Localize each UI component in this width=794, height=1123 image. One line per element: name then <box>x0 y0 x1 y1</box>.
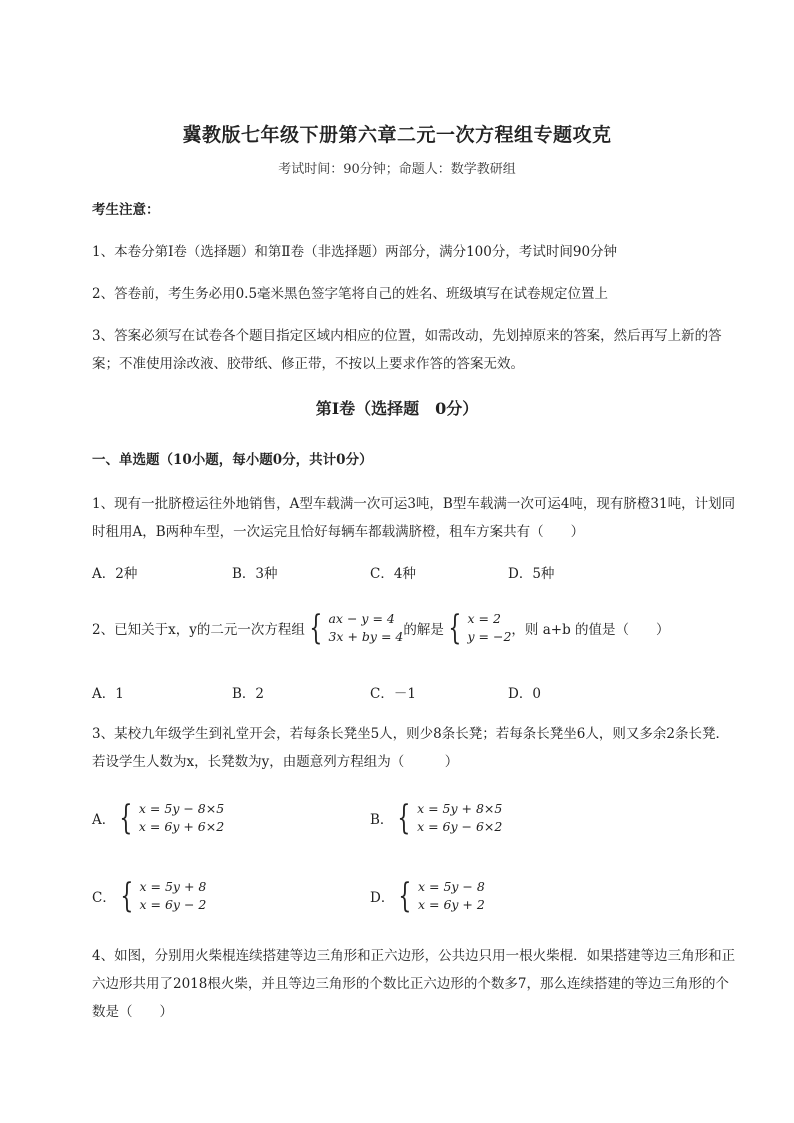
q2-option-a: A．1 <box>92 686 124 702</box>
q2-sys2-line-2: y = −2 <box>467 629 512 644</box>
q3-option-a-label: A． <box>92 812 116 828</box>
note-item-1: 1、本卷分第I卷（选择题）和第Ⅱ卷（非选择题）两部分，满分100分，考试时间90分钟 <box>92 244 618 260</box>
question-3: 3、某校九年级学生到礼堂开会，若每条长凳坐5人，则少8条长凳；若每条长凳坐6人，则又多余2条长凳．若设学生人数为x，长凳数为y，由题意列方程组为（ ） <box>92 726 729 770</box>
q3-a-line-1: x = 5y − 8×5 <box>138 801 225 816</box>
question-1: 1、现有一批脐橙运往外地销售，A型车载满一次可运3吨，B型车载满一次可运4吨，现有脐橙31吨，计划同时租用A，B两种车型，一次运完且恰好每辆车都载满脐橙，租车方案共有（ ） <box>92 496 736 540</box>
part-heading: 一、单选题（10小题，每小题0分，共计0分） <box>92 452 373 468</box>
q3-option-b-label: B． <box>370 812 394 828</box>
q2-system-2: { x = 2 y = −2 <box>448 608 512 648</box>
q2-sys1-line-1: ax − y = 4 <box>328 611 395 626</box>
q2-prefix: 2、已知关于x，y的二元一次方程组 <box>92 622 305 638</box>
q3-option-a: A． { x = 5y − 8×5 x = 6y + 6×2 <box>92 798 225 838</box>
question-4: 4、如图，分别用火柴棍连续搭建等边三角形和正六边形，公共边只用一根火柴棍．如果搭建等边三角形和正六边形共用了2018根火柴，并且等边三角形的个数比正六边形的个数多7，那么连续搭建的等边三角形的个数是（ ） <box>92 948 736 1020</box>
question-2 <box>92 610 670 646</box>
q3-option-d-label: D． <box>370 890 395 906</box>
q2-option-b: B．2 <box>232 686 265 702</box>
q2-sys2-line-1: x = 2 <box>467 611 501 626</box>
q1-option-b: B．3种 <box>232 566 278 582</box>
exam-info: 考试时间：90分钟；命题人：数学教研组 <box>278 162 516 177</box>
q3-option-d: D． { x = 5y − 8 x = 6y + 2 <box>370 876 485 916</box>
q3-option-c-label: C． <box>92 890 116 906</box>
note-item-2: 2、答卷前，考生务必用0.5毫米黑色签字笔将自己的姓名、班级填写在试卷规定位置上 <box>92 286 609 302</box>
q3-option-b: B． { x = 5y + 8×5 x = 6y − 6×2 <box>370 798 503 838</box>
q1-option-c: C．4种 <box>370 566 416 582</box>
q2-suffix: ，则 a+b 的值是（ ） <box>511 622 670 638</box>
q2-sys1-line-2: 3x + by = 4 <box>328 629 404 644</box>
q3-d-line-1: x = 5y − 8 <box>417 879 485 894</box>
q2-mid: 的解是 <box>403 622 444 638</box>
q3-b-line-1: x = 5y + 8×5 <box>417 801 503 816</box>
q3-c-line-2: x = 6y − 2 <box>139 897 207 912</box>
q3-c-line-1: x = 5y + 8 <box>139 879 207 894</box>
notes-heading: 考生注意： <box>92 202 160 218</box>
q2-option-c: C．－1 <box>370 686 416 702</box>
q3-b-line-2: x = 6y − 6×2 <box>417 819 503 834</box>
q2-system-1: { ax − y = 4 3x + by = 4 <box>309 608 404 648</box>
q3-a-line-2: x = 6y + 6×2 <box>138 819 225 834</box>
section-title: 第I卷（选择题 0分） <box>315 399 479 418</box>
q2-option-d: D．0 <box>508 686 541 702</box>
q1-option-a: A．2种 <box>92 566 138 582</box>
q1-option-d: D．5种 <box>508 566 555 582</box>
q3-d-line-2: x = 6y + 2 <box>417 897 485 912</box>
note-item-3: 3、答案必须写在试卷各个题目指定区域内相应的位置，如需改动，先划掉原来的答案，然后再写上新的答案；不准使用涂改液、胶带纸、修正带，不按以上要求作答的答案无效。 <box>92 328 722 372</box>
q3-option-c: C． { x = 5y + 8 x = 6y − 2 <box>92 876 207 916</box>
page-title: 冀教版七年级下册第六章二元一次方程组专题攻克 <box>182 124 612 146</box>
